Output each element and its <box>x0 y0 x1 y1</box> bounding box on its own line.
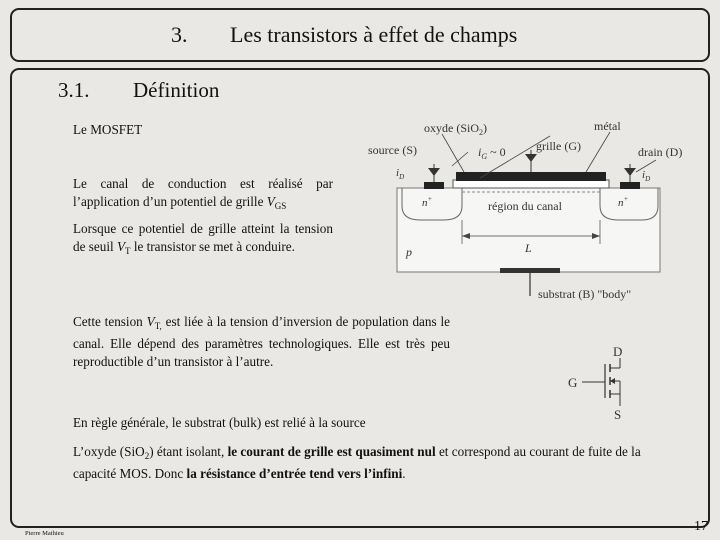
page-number: 17 <box>694 519 708 534</box>
paragraph-oxide: L’oxyde (SiO$_2$) étant isolant, le courant de grille est quasiment nul et correspond au courant de fuite de la capacité MOS. Donc la résistance d’entrée tend vers l’infini. <box>73 444 641 481</box>
footer-author: Pierre Mathieu <box>25 530 64 537</box>
device-heading: Le MOSFET <box>73 122 143 137</box>
gate-label: grille (G) <box>536 139 581 153</box>
metal-label: métal <box>594 119 621 133</box>
substrate-contact <box>500 268 560 273</box>
title-number: 3. <box>171 22 188 47</box>
symbol-drain-label: D <box>613 344 623 359</box>
paragraph-threshold: Lorsque ce potentiel de grille atteint la tension de seuil $V_T$ le transistor se met à conduire. <box>73 221 333 256</box>
source-current-arrow <box>428 168 440 176</box>
n-plus-left-label: n+ <box>422 195 433 209</box>
symbol-gate-label: G <box>568 375 578 390</box>
section-number: 3.1. <box>58 78 90 102</box>
channel-length-label: L <box>525 241 532 255</box>
source-label: source (S) <box>368 143 417 157</box>
source-contact <box>424 182 444 189</box>
substrate-label: substrat (B) "body" <box>538 287 632 301</box>
oxide-layer <box>453 180 609 188</box>
gate-current-label: $i_G$ ~ 0 <box>478 145 506 161</box>
n-plus-right-label: n+ <box>618 195 629 209</box>
paragraph-substrate: En règle générale, le substrat (bulk) est relié à la source <box>73 415 366 430</box>
drain-label: drain (D) <box>638 145 683 159</box>
drain-contact <box>620 182 640 189</box>
drain-current-label: $i_D$ <box>642 169 651 183</box>
gate-current-arrow <box>525 154 537 162</box>
metal-gate <box>456 172 606 181</box>
oxide-label: oxyde (SiO$_2$) <box>424 121 487 137</box>
paragraph-conduction: Le canal de conduction est réalisé par l’application d’un potentiel de grille $V_{GS}$ <box>73 176 333 211</box>
drain-current-arrow <box>624 168 636 176</box>
paragraph-vt-dependence: Cette tension $V_{T,}$ est liée à la tension d’inversion de population dans le canal. Elle dépend des paramètres technologiques. Elle est très peu reproductible d’un transistor à l’autre. <box>73 314 450 369</box>
section-title: Définition <box>133 78 220 102</box>
mosfet-symbol <box>566 342 636 422</box>
page-title: Les transistors à effet de champs <box>230 22 518 47</box>
p-region-label: p <box>406 245 412 259</box>
mosfet-cross-section <box>360 116 700 306</box>
channel-region-label: région du canal <box>488 199 562 213</box>
symbol-source-label: S <box>614 407 622 422</box>
source-current-label: $i_D$ <box>396 167 405 181</box>
